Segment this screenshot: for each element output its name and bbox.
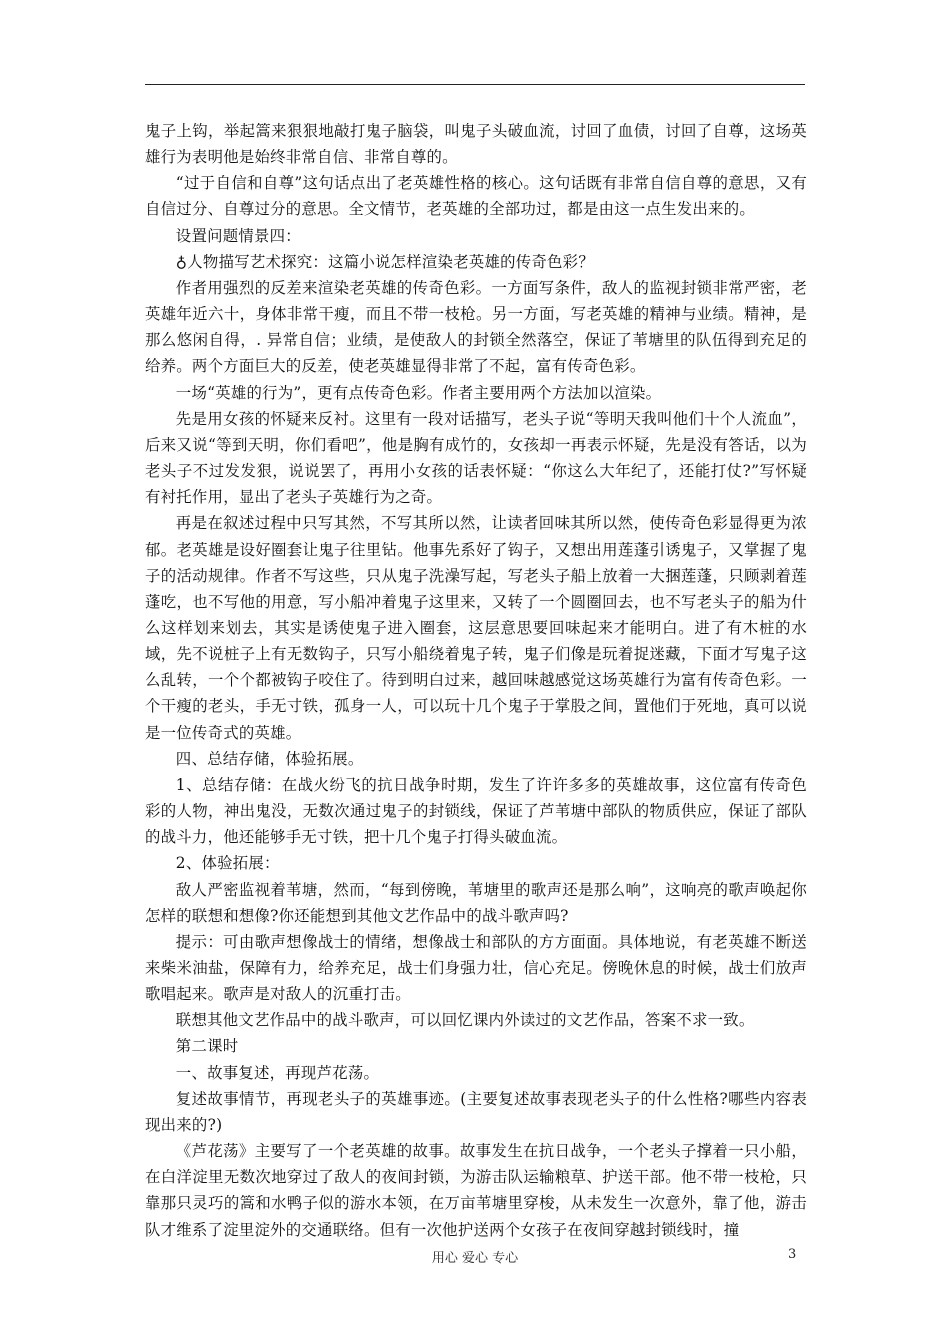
paragraph: 先是用女孩的怀疑来反衬。这里有一段对话描写，老头子说“等明天我叫他们十个人流血”，后来又说“等到天明，你们看吧”，他是胸有成竹的，女孩却一再表示怀疑，先是没有答话，以为老头子不过发发狠，说说罢了，再用小女孩的话表怀疑：“你这么大年纪了，还能打仗?”写怀疑有衬托作用，显出了老头子英雄行为之奇。	[145, 409, 807, 507]
section-heading: 设置问题情景四：	[175, 226, 301, 245]
footer-text: 用心 爱心 专心	[431, 1251, 519, 1266]
paragraph: 一场“英雄的行为”，更有点传奇色彩。作者主要用两个方法加以渲染。	[175, 383, 662, 402]
paragraph: 作者用强烈的反差来渲染老英雄的传奇色彩。一方面写条件，敌人的监视封锁非常严密，老英雄年近六十，身体非常干瘦，而且不带一枝枪。另一方面，写老英雄的精神与业绩。精神，是那么悠闲自得，. 异常自信；业绩，是使敌人的封锁全然落空，保证了苇塘里的队伍得到充足的给养。两个方面巨大的反差，使老英雄显得非常了不起，富有传奇色彩。	[145, 278, 807, 376]
paragraph: 敌人严密监视着苇塘，然而，“每到傍晚，苇塘里的歌声还是那么响”，这响亮的歌声唤起你怎样的联想和想像?你还能想到其他文艺作品中的战斗歌声吗?	[145, 880, 807, 925]
paragraph: 再是在叙述过程中只写其然，不写其所以然，让读者回味其所以然，使传奇色彩显得更为浓郁。老英雄是设好圈套让鬼子往里钻。他事先系好了钩子，又想出用莲蓬引诱鬼子，又掌握了鬼子的活动规律。作者不写这些，只从鬼子洗澡写起，写老头子船上放着一大捆莲蓬，只顾剥着莲蓬吃，也不写他的用意，写小船冲着鬼子这里来，又转了一个圆圈回去，也不写老头子的船为什么这样划来划去，其实是诱使鬼子进入圈套，这层意思要回味起来才能明白。进了有木桩的水域，先不说桩子上有无数钩子，只写小船绕着鬼子转，鬼子们像是玩着捉迷藏，下面才写鬼子这么乱转，一个个都被钩子咬住了。待到明白过来，越回味越感觉这场英雄行为富有传奇色彩。一个干瘦的老头，手无寸铁，孤身一人，可以玩十几个鬼子于掌股之间，置他们于死地，真可以说是一位传奇式的英雄。	[145, 514, 807, 742]
page-number: 3	[788, 1247, 797, 1262]
section-heading: 第二课时	[175, 1037, 239, 1056]
paragraph: 1、总结存储：在战火纷飞的抗日战争时期，发生了许许多多的英雄故事，这位富有传奇色彩的人物，神出鬼没，无数次通过鬼子的封锁线，保证了芦苇塘中部队的物质供应，保证了部队的战斗力，他还能够手无寸铁，把十几个鬼子打得头破血流。	[145, 775, 807, 847]
section-heading: 一、故事复述，再现芦花荡。	[175, 1063, 380, 1082]
body-text	[145, 118, 807, 1243]
paragraph: 《芦花荡》主要写了一个老英雄的故事。故事发生在抗日战争，一个老头子撑着一只小船，在白洋淀里无数次地穿过了敌人的夜间封锁，为游击队运输粮草、护送干部。他不带一枝枪，只靠那只灵巧的篙和水鸭子似的游水本领，在万亩苇塘里穿梭，从未发生一次意外，靠了他，游击队才维系了淀里淀外的交通联络。但有一次他护送两个女孩子在夜间穿越封锁线时，撞	[145, 1142, 807, 1239]
header-rule	[145, 84, 805, 85]
question-line: ♁人物描写艺术探究：这篇小说怎样渲染老英雄的传奇色彩？	[175, 252, 594, 271]
paragraph: 复述故事情节，再现老头子的英雄事迹。(主要复述故事表现老头子的什么性格?哪些内容表现出来的?)	[145, 1089, 807, 1134]
section-heading: 2、体验拓展：	[175, 854, 280, 873]
paragraph: 联想其他文艺作品中的战斗歌声，可以回忆课内外读过的文艺作品，答案不求一致。	[175, 1011, 755, 1030]
section-heading: 四、总结存储，体验拓展。	[175, 749, 364, 768]
page-footer	[0, 1247, 950, 1269]
paragraph: “过于自信和自尊”这句话点出了老英雄性格的核心。这句话既有非常自信自尊的意思，又有自信过分、自尊过分的意思。全文情节，老英雄的全部功过，都是由这一点生发出来的。	[145, 174, 807, 219]
paragraph: 提示：可由歌声想像战士的情绪，想像战士和部队的方方面面。具体地说，有老英雄不断送来柴米油盐，保障有力，给养充足，战士们身强力壮，信心充足。傍晚休息的时候，战士们放声歌唱起来。歌声是对敌人的沉重打击。	[145, 932, 807, 1004]
paragraph: 鬼子上钩，举起篙来狠狠地敲打鬼子脑袋，叫鬼子头破血流，讨回了血债，讨回了自尊，这场英雄行为表明他是始终非常自信、非常自尊的。	[145, 122, 807, 167]
